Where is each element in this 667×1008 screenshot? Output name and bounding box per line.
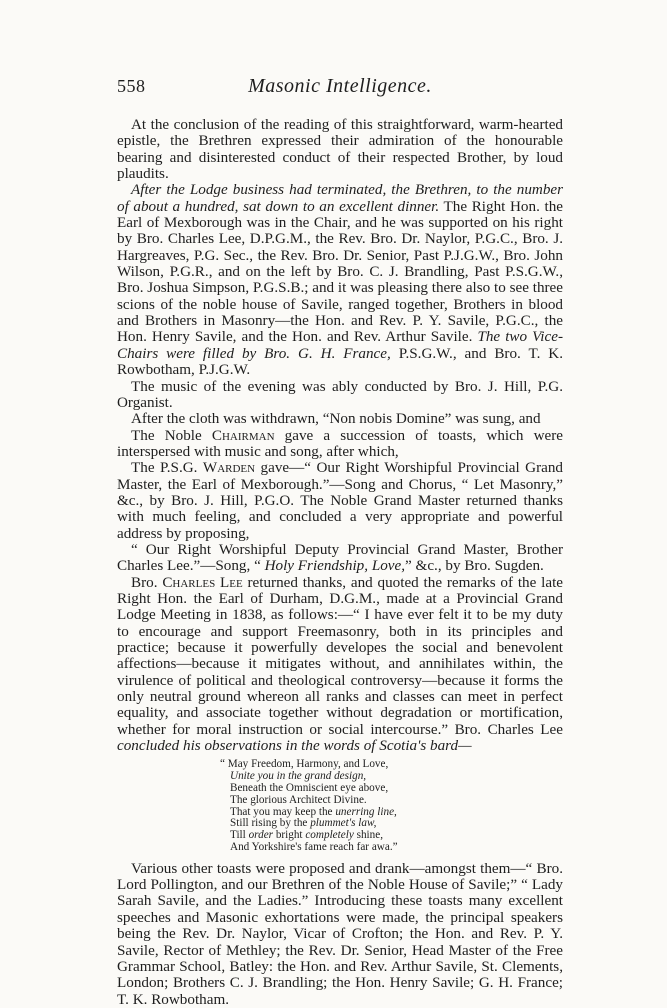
verse-text: That you may keep the (230, 805, 336, 818)
deputy-toast-tail: ” &c., by Bro. Sugden. (405, 557, 544, 575)
verse-text: shine, (353, 829, 384, 842)
verse-text: Still rising by the (230, 817, 311, 830)
verse-line: The glorious Architect Divine. (230, 793, 367, 806)
charles-lee-prefix: Bro. (131, 573, 163, 591)
charles-lee-conclusion: concluded his observations in the words of Scotia's bard— (117, 737, 472, 755)
chairman-smallcaps: Chairman (211, 426, 275, 444)
verse-line: “ May Freedom, Harmony, and Love, (220, 758, 389, 771)
chairman-prefix: The Noble (131, 426, 212, 444)
vice-chairs-text: The two Vice-Chairs were filled by Bro. G. H. France, (117, 328, 563, 362)
running-title: Masonic Intelligence. (248, 75, 432, 97)
page-number: 558 (117, 76, 146, 96)
song-title: Holy Friendship, Love, (260, 557, 406, 575)
dinner-lead: After the Lodge business had terminated, the Brethren, to the number of about a hundred, sat down to an excellent dinner. (117, 181, 563, 215)
verse-line-italic: Unite you in the grand design, (230, 770, 367, 783)
paragraph-music: The music of the evening was ably conducted by Bro. J. Hill, P.G. Organist. (117, 377, 563, 411)
dinner-text: The Right Hon. the Earl of Mexborough was in the Chair, and he was supported on his right by Bro. Charles Lee, D.P.G.M., the Rev. Bro. Dr. Naylor, P.G.C., Bro. J. Hargreaves, P.G. Sec., the Rev. Bro. Dr. Senior, Past P.J.G.W., Bro. John Wilson, P.G.R., and on the left by Bro. C. J. Brandling, Past P.S.G.W., Bro. Joshua Simpson, P.G.S.B.; and it was pleasing there also to see three scions of the noble house of Savile, ranged together, Brothers in blood and Brothers in Masonry—the Hon. and Rev. P. Y. Savile, P.G.C., the Hon. Henry Savile, and the Hon. and Rev. Arthur Savile. (117, 197, 563, 346)
charles-lee-smallcaps: Charles Lee (162, 573, 243, 591)
paragraph-dinner (117, 182, 563, 378)
warden-smallcaps: Warden (202, 459, 256, 477)
verse-line: Beneath the Omniscient eye above, (230, 782, 389, 794)
warden-prefix: The P.S.G. (131, 459, 203, 477)
vice-chairs-tail: P.S.G.W., and Bro. T. K. Rowbotham, P.J.G.W. (117, 344, 564, 379)
verse-italic: plummet's law, (310, 817, 377, 830)
verse-italic: completely (305, 829, 354, 842)
verse-quotation (220, 759, 563, 853)
paragraph-other-toasts: Various other toasts were proposed and drank—amongst them—“ Bro. Lord Pollington, and our Brethren of the Noble House of Savile;” “ Lady Sarah Savile, and the Ladies.” Introducing these toasts many excellent speeches and Masonic exhortations were made, the principal speakers being the Rev. Dr. Naylor, Vicar of Crofton; the Hon. and Rev. P. Y. Savile, Rector of Methley; the Rev. Dr. Senior, Head Master of the Free Grammar School, Batley: the Hon. and Rev. Arthur Savile, St. Clements, London; Brothers C. J. Brandling; the Hon. Henry Savile; G. H. France; T. K. Rowbotham. (117, 859, 563, 1008)
deputy-toast-text: “ Our Right Worshipful Deputy Provincial Grand Master, Brother Charles Lee.”—Song, “ (117, 540, 563, 575)
verse-text: Till (230, 829, 249, 842)
charles-lee-quote: returned thanks, and quoted the remarks of the late Right Hon. the Earl of Durham, D.G.M., made at a Provincial Grand Lodge Meeting in 1838, as follows:—“ I have ever felt it to be my duty to encourage and support Freemasonry, both in its principles and practice; because it powerfully developes the social and benevolent affections—because it mitigates without, and annihilates within, the virulence of political and theological controversy—because it forms the only neutral ground whereon all ranks and classes can meet in perfect equality, and associate together without degradation or mortification, whether for moral instruction or social intercourse.” Bro. Charles Lee (117, 573, 563, 738)
verse-line: And Yorkshire's fame reach far awa.” (230, 840, 398, 853)
paragraph-deputy-toast (117, 542, 563, 575)
paragraph-warden (117, 460, 563, 542)
chairman-text: gave a succession of toasts, which were interspersed with music and song, after which, (117, 426, 563, 460)
verse-italic: unerring line, (335, 805, 397, 818)
page-header (117, 76, 563, 100)
paragraph-conclusion: At the conclusion of the reading of this straightforward, warm-hearted epistle, the Brethren expressed their admiration of the honourable bearing and disinterested conduct of their respected Brother, by loud plaudits. (117, 116, 563, 183)
paragraph-charles-lee (117, 575, 563, 755)
verse-italic: order (248, 829, 274, 842)
paragraph-cloth: After the cloth was withdrawn, “Non nobis Domine” was sung, and (131, 410, 541, 428)
verse-text: bright (273, 829, 306, 842)
article-body (117, 117, 563, 1008)
warden-text: gave—“ Our Right Worshipful Provincial Grand Master, the Earl of Mexborough.”—Song and Chorus, “ Let Masonry,” &c., by Bro. J. Hill, P.G.O. The Noble Grand Master returned thanks with much feeling, and concluded a very appropriate and powerful address by proposing, (117, 459, 563, 542)
paragraph-chairman (117, 428, 563, 461)
